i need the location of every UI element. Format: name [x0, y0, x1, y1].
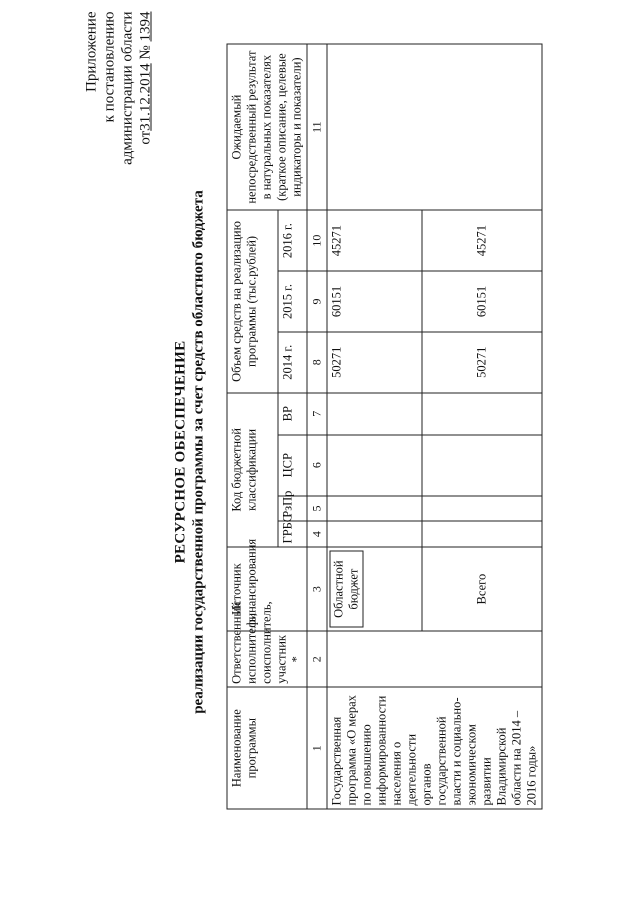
col-number: 4: [307, 521, 327, 547]
source-regional-budget: Областной бюджет: [330, 551, 364, 628]
number-sign: №: [137, 45, 154, 60]
date-prefix: от: [137, 130, 154, 145]
col-number: 10: [307, 210, 327, 271]
grbs-cell: [422, 521, 542, 547]
value-2016: 45271: [422, 210, 542, 271]
grbs-cell: [327, 521, 422, 547]
value-2015: 60151: [422, 271, 542, 332]
administration-label: администрации области: [119, 11, 136, 165]
resource-table: [227, 44, 543, 810]
col-number: 11: [307, 44, 327, 210]
csr-cell: [422, 435, 542, 496]
header-executor: Ответственный исполнитель, соисполнитель, участник *: [227, 631, 307, 687]
col-number: 6: [307, 435, 327, 496]
approval-block: [83, 12, 155, 165]
resolution-label: к постановлению: [101, 11, 118, 123]
vr-cell: [327, 393, 422, 435]
resolution-number: 1394: [137, 11, 154, 42]
value-2015: 60151: [327, 271, 422, 332]
program-name: Государственная программа «О мерах по повышению информированности населения о деятельности органов государственной власти и социально-экономическом развитии Владимирской области на 2014 – 2016 годы»: [327, 687, 542, 809]
column-number-row: [307, 44, 327, 809]
document-title: РЕСУРСНОЕ ОБЕСПЕЧЕНИЕ: [172, 340, 189, 564]
document-page: [1, 0, 640, 905]
header-result: Ожидаемый непосредственный результат в натуральных показателях (краткое описание, целевые индикаторы и показатели): [227, 44, 307, 210]
header-2014: 2014 г.: [278, 332, 307, 393]
source-cell: [327, 547, 422, 631]
col-number: 1: [307, 687, 327, 809]
date-number-line: [137, 12, 155, 165]
col-number: 5: [307, 496, 327, 522]
header-source: Источник финансирования: [227, 547, 307, 631]
executor-cell: [327, 631, 542, 687]
header-vr: ВР: [278, 393, 307, 435]
header-name: Наименование программы: [227, 687, 307, 809]
table-row: [327, 44, 422, 809]
vr-cell: [422, 393, 542, 435]
col-number: 3: [307, 547, 327, 631]
col-number: 7: [307, 393, 327, 435]
document-subtitle: реализации государственной программы за счет средств областного бюджета: [190, 190, 207, 714]
header-grbs: ГРБС: [278, 521, 307, 547]
header-volume: Объем средств на реализацию программы (тыс.рублей): [227, 210, 278, 392]
col-number: 2: [307, 631, 327, 687]
col-number: 8: [307, 332, 327, 393]
rzpr-cell: [422, 496, 542, 522]
header-rzpr: РзПр: [278, 496, 307, 522]
col-number: 9: [307, 271, 327, 332]
header-budget-code: Код бюджетной классификации: [227, 393, 278, 547]
value-2014: 50271: [327, 332, 422, 393]
appendix-label: Приложение: [83, 11, 100, 93]
value-2016: 45271: [327, 210, 422, 271]
csr-cell: [327, 435, 422, 496]
header-2016: 2016 г.: [278, 210, 307, 271]
header-2015: 2015 г.: [278, 271, 307, 332]
result-cell: [327, 44, 542, 210]
rzpr-cell: [327, 496, 422, 522]
value-2014: 50271: [422, 332, 542, 393]
header-csr: ЦСР: [278, 435, 307, 496]
header-row-1: [227, 44, 278, 809]
resolution-date: 31.12.2014: [137, 63, 154, 131]
source-total: Всего: [422, 547, 542, 631]
